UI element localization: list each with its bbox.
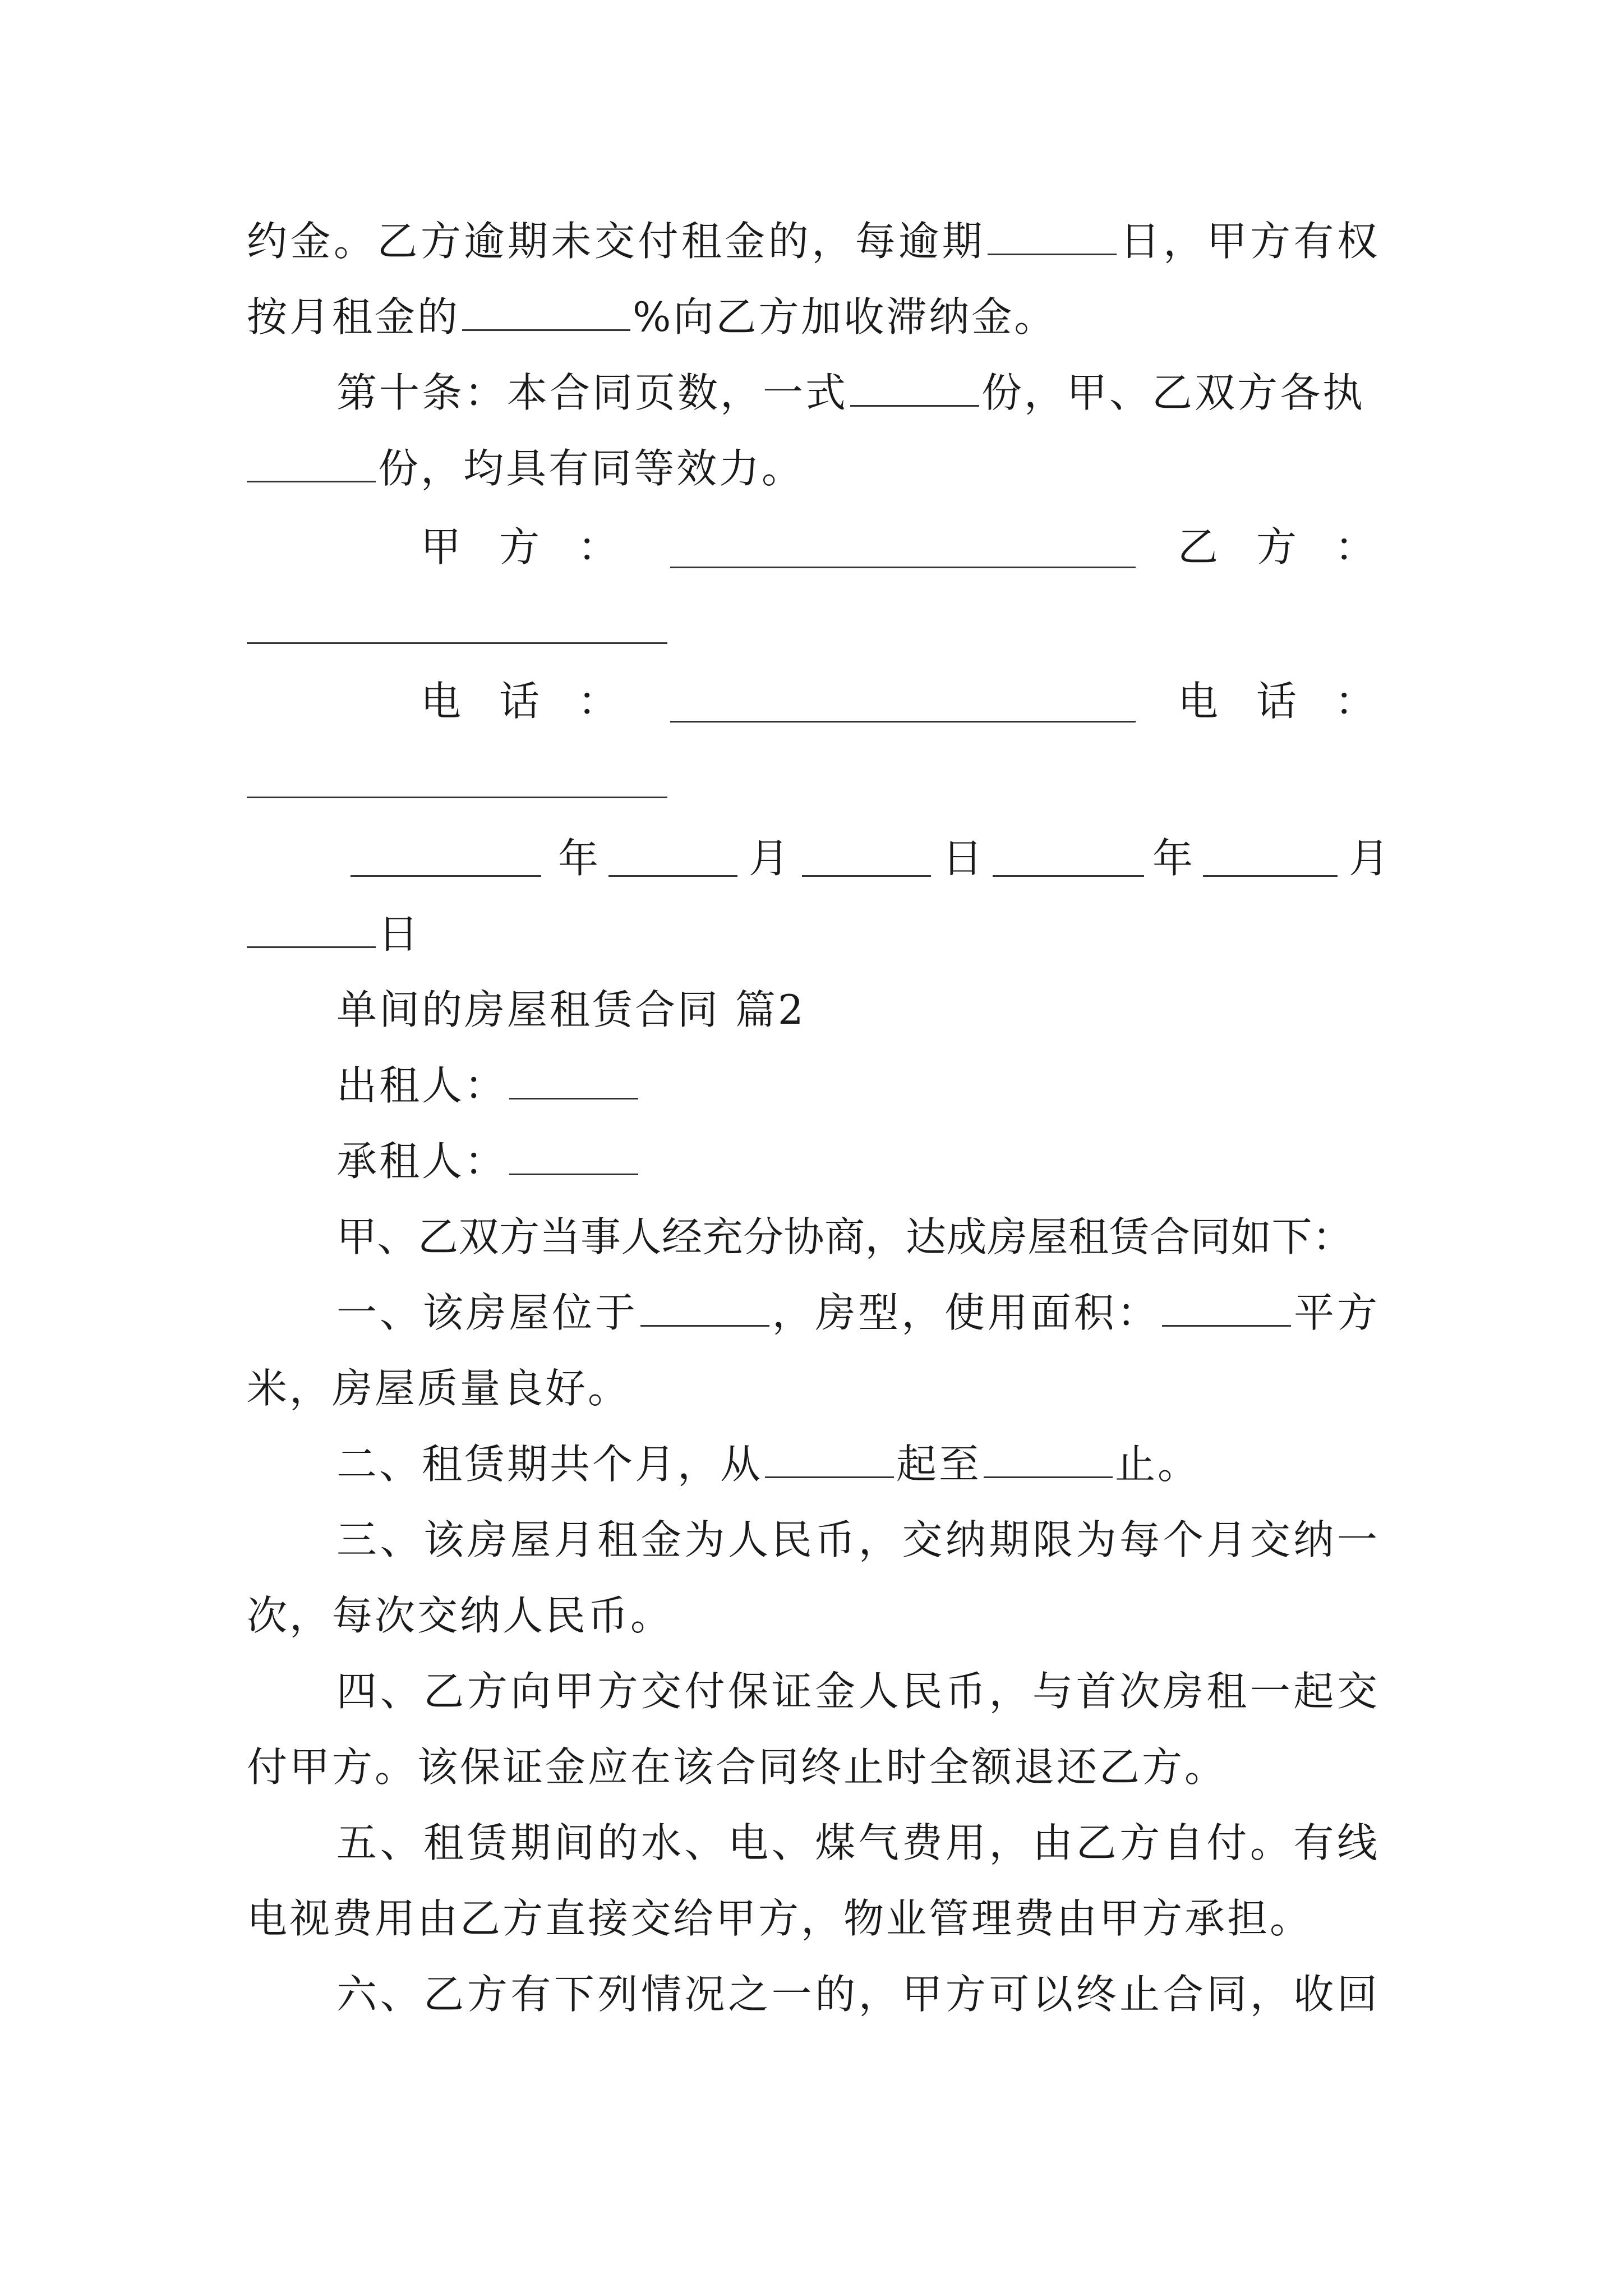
- days-blank[interactable]: [988, 219, 1117, 255]
- clause2-text-c: 止。: [1115, 1441, 1201, 1488]
- clause2-text-a: 二、租赁期共个月，从: [336, 1441, 763, 1488]
- lessee-row: [336, 1133, 1469, 1189]
- party-a-signature-line[interactable]: [670, 567, 1136, 568]
- phone-b-line[interactable]: [247, 797, 667, 798]
- clause1-text-b: ，房型，使用面积：: [771, 1289, 1160, 1336]
- year-b-blank[interactable]: [993, 875, 1144, 877]
- clause1-text-a: 一、该房屋位于: [336, 1289, 638, 1336]
- party-a-label-1: 甲: [421, 523, 462, 570]
- day-a-blank[interactable]: [802, 875, 931, 877]
- lessor-label: 出租人：: [336, 1062, 508, 1109]
- clause5-line1: 五、租赁期间的水、电、煤气费用，由乙方自付。有线: [336, 1819, 1380, 1866]
- clause1-line2: 米，房屋质量良好。: [247, 1365, 631, 1412]
- phone-a-label-3: ：: [578, 678, 619, 725]
- year-b-label: 年: [1152, 835, 1193, 882]
- year-a-label: 年: [558, 835, 599, 882]
- month-b-blank[interactable]: [1203, 875, 1338, 877]
- party-a-label-2: 方: [499, 523, 540, 570]
- para2-line2: [247, 440, 1380, 496]
- party-b-label-2: 方: [1256, 523, 1297, 570]
- phone-b-label-2: 话: [1256, 678, 1297, 725]
- para1-text-b: 日，甲方有权: [1119, 218, 1380, 265]
- copies-each-blank[interactable]: [247, 446, 376, 482]
- party-b-label-3: ：: [1335, 523, 1376, 570]
- para1-text-d: %向乙方加收滞纳金。: [633, 293, 1057, 341]
- clause3-line1: 三、该房屋月租金为人民币，交纳期限为每个月交纳一: [336, 1516, 1380, 1563]
- clause4-line1: 四、乙方向甲方交付保证金人民币，与首次房租一起交: [336, 1668, 1380, 1715]
- para2-line1: [336, 365, 1380, 421]
- month-b-label: 月: [1349, 835, 1390, 882]
- phone-a-line[interactable]: [670, 721, 1136, 723]
- area-blank[interactable]: [1162, 1290, 1291, 1327]
- para1-text-c: 按月租金的: [247, 293, 460, 341]
- start-date-blank[interactable]: [765, 1442, 894, 1478]
- copies-blank[interactable]: [850, 370, 979, 407]
- para2-text-a: 第十条：本合同页数，一式: [336, 369, 849, 416]
- day-b-label: 日: [378, 910, 421, 958]
- day-b-blank[interactable]: [247, 912, 376, 948]
- party-a-label-3: ：: [578, 523, 619, 570]
- clause3-line2: 次，每次交纳人民币。: [247, 1592, 674, 1639]
- para2-text-b: 份，甲、乙双方各执: [981, 369, 1366, 416]
- para1-text-a: 约金。乙方逾期未交付租金的，每逾期: [247, 218, 986, 265]
- clause1-text-c: 平方: [1293, 1289, 1380, 1336]
- day-a-label: 日: [942, 835, 983, 882]
- intro-line: 甲、乙双方当事人经充分协商，达成房屋租赁合同如下：: [336, 1213, 1353, 1260]
- clause2-text-b: 起至: [896, 1441, 982, 1488]
- phone-a-label-1: 电: [421, 678, 462, 725]
- para1-line1: [247, 213, 1380, 269]
- month-a-label: 月: [749, 835, 790, 882]
- phone-a-label-2: 话: [499, 678, 540, 725]
- date-row: [247, 830, 1390, 886]
- lessor-blank[interactable]: [509, 1063, 638, 1099]
- party-b-signature-line[interactable]: [247, 642, 667, 644]
- clause4-line2: 付甲方。该保证金应在该合同终止时全额退还乙方。: [247, 1743, 1228, 1791]
- date-row-2: [247, 906, 1380, 962]
- year-a-blank[interactable]: [351, 875, 541, 877]
- late-fee-percent-blank[interactable]: [462, 295, 630, 331]
- clause5-line2: 电视费用由乙方直接交给甲方，物业管理费由甲方承担。: [247, 1895, 1313, 1942]
- location-blank[interactable]: [640, 1290, 769, 1327]
- clause6-line1: 六、乙方有下列情况之一的，甲方可以终止合同，收回: [336, 1971, 1380, 2018]
- para1-line2: [247, 289, 1380, 345]
- section2-title: 单间的房屋租赁合同 篇2: [336, 986, 806, 1033]
- lessee-label: 承租人：: [336, 1138, 508, 1185]
- end-date-blank[interactable]: [984, 1442, 1113, 1478]
- phone-b-label-1: 电: [1178, 678, 1219, 725]
- lessee-blank[interactable]: [509, 1139, 638, 1175]
- month-a-blank[interactable]: [608, 875, 737, 877]
- clause1-line1: [336, 1285, 1380, 1341]
- clause2-line: [336, 1436, 1469, 1492]
- phone-b-label-3: ：: [1335, 678, 1376, 725]
- party-b-label-1: 乙: [1178, 523, 1219, 570]
- lessor-row: [336, 1057, 1469, 1114]
- para2-text-c: 份，均具有同等效力。: [378, 445, 805, 492]
